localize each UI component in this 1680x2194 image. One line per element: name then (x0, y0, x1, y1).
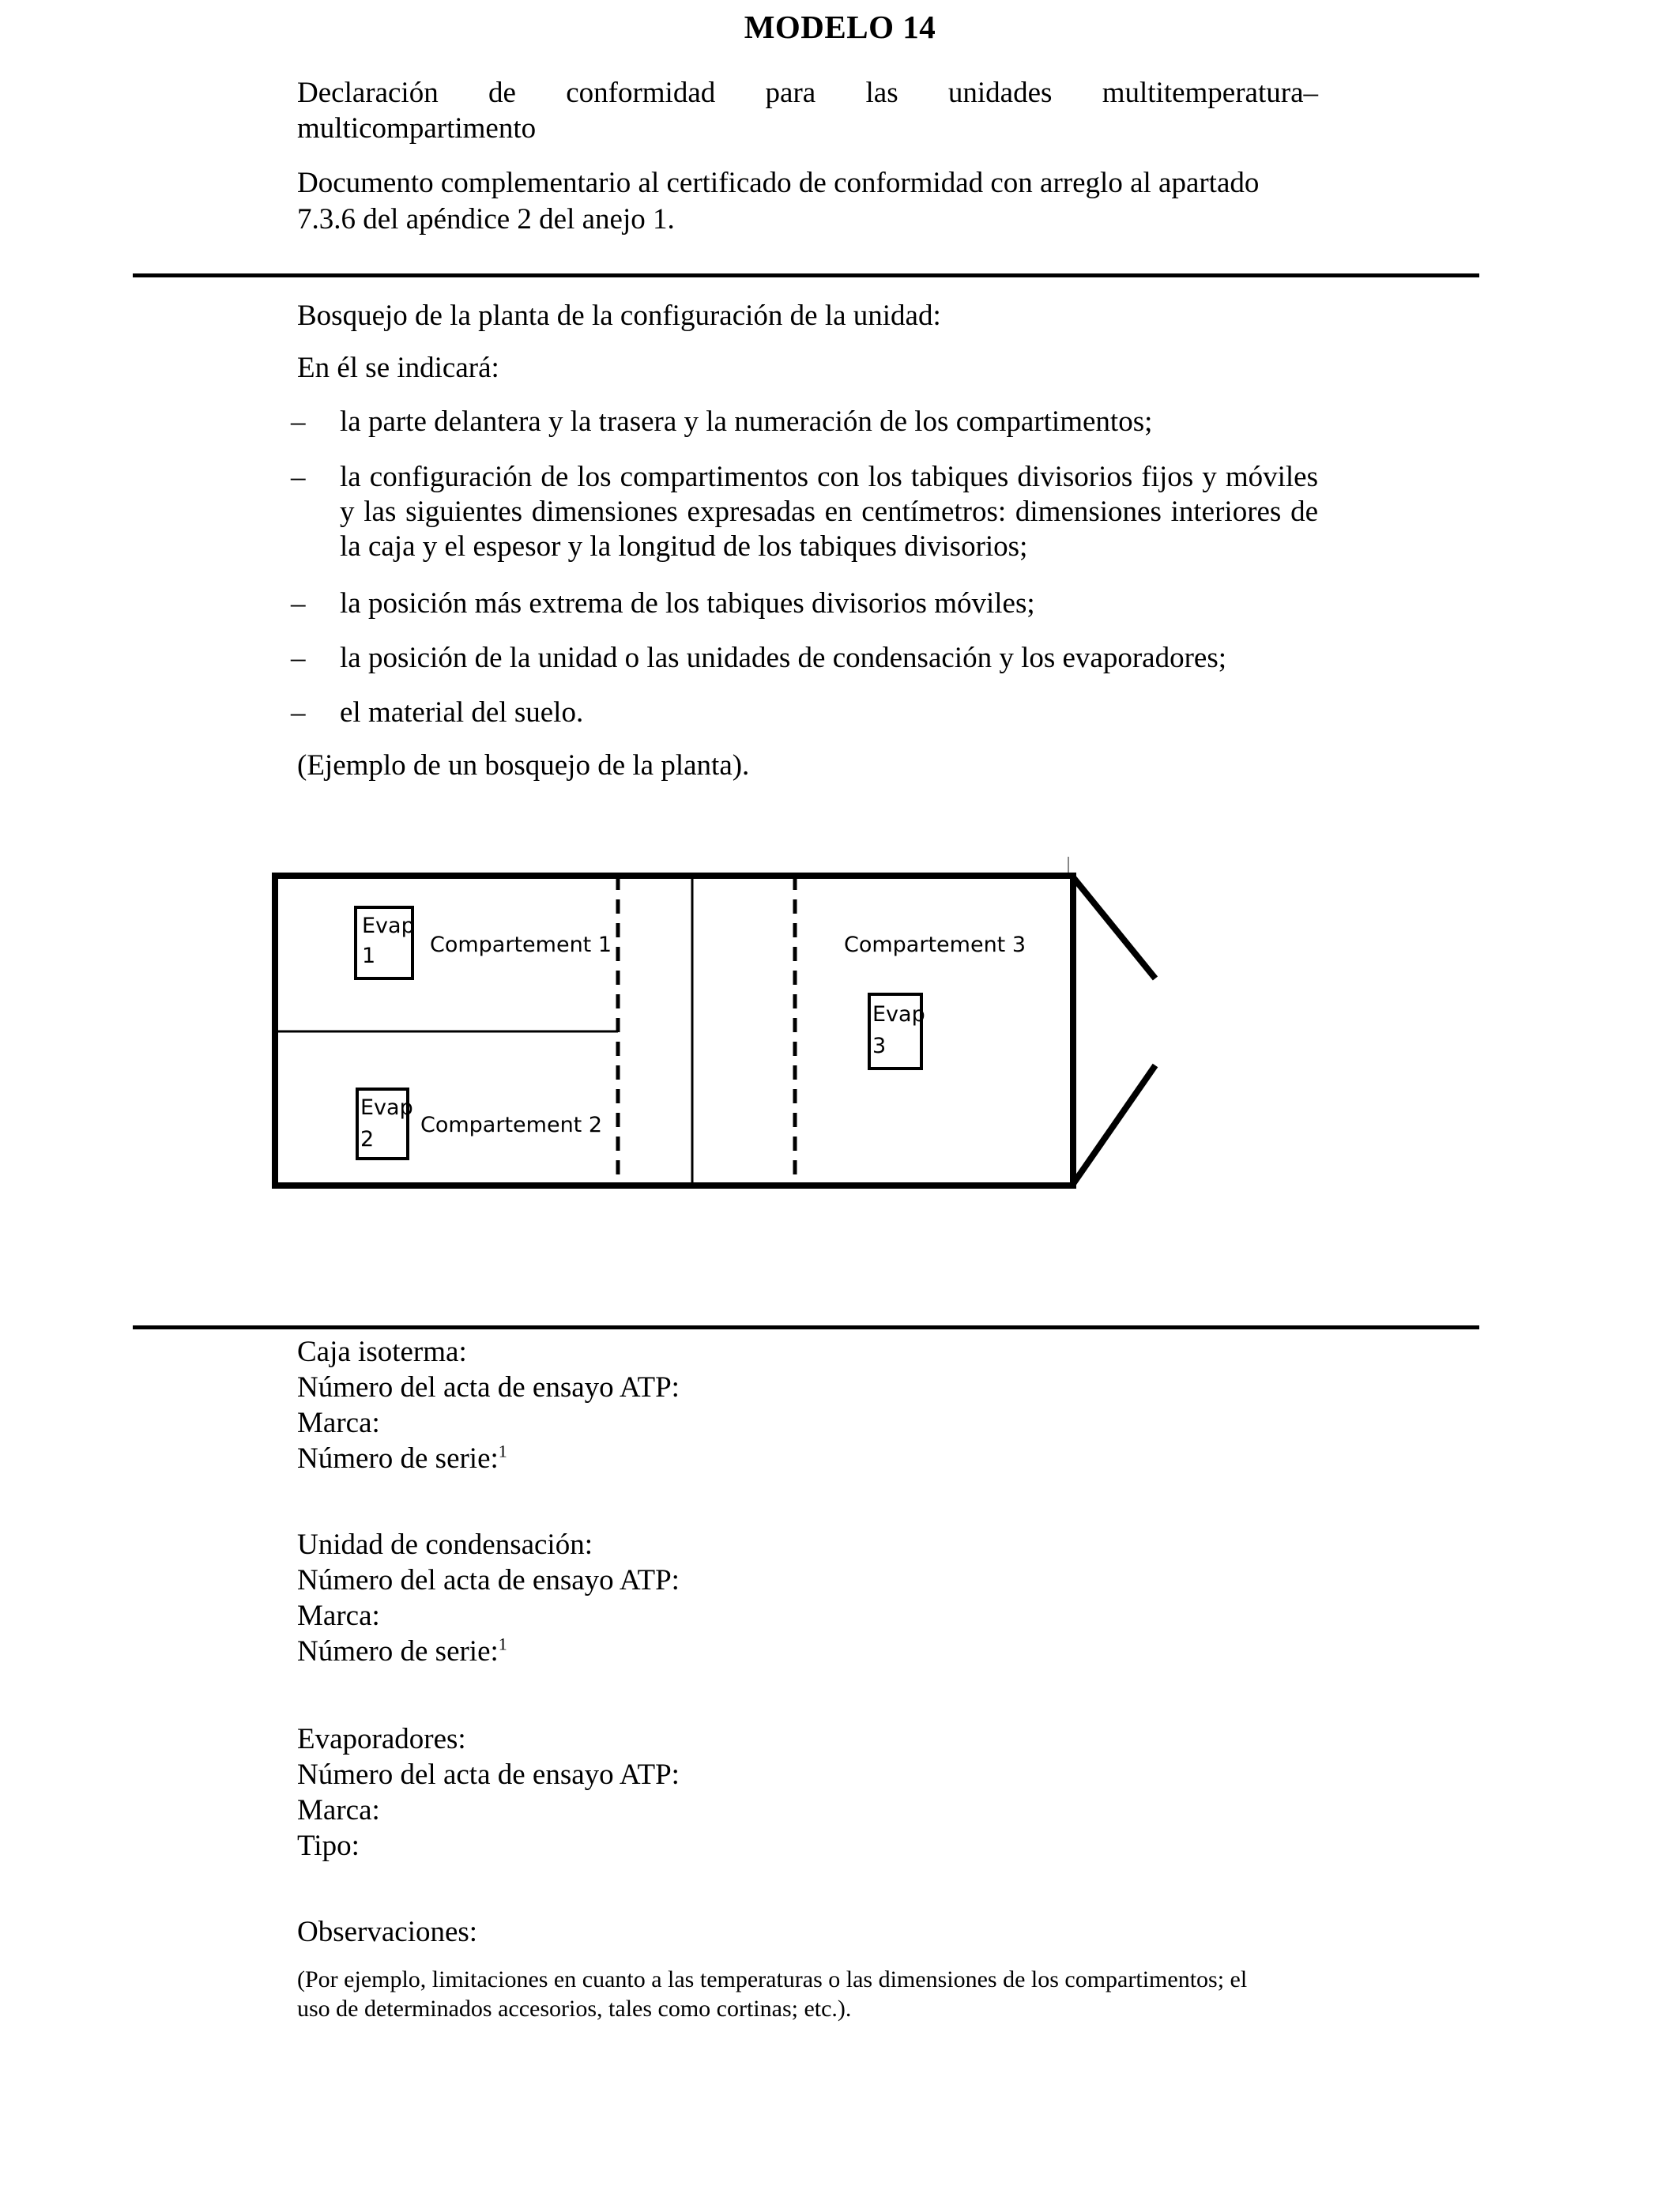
sketch-heading: Bosquejo de la planta de la configuración de la unidad: (297, 300, 941, 332)
section-divider-top (133, 273, 1479, 277)
condensacion-serie (297, 1634, 507, 1670)
footnote-ref: 1 (498, 1441, 507, 1461)
bullet-dash: – (291, 461, 306, 493)
condensacion-acta: Número del acta de ensayo ATP: (297, 1564, 680, 1596)
section-divider-bottom (133, 1325, 1479, 1329)
observaciones-note-line2: uso de determinados accesorios, tales como cortinas; etc.). (297, 1996, 852, 2022)
evaporadores-title: Evaporadores: (297, 1723, 466, 1755)
declaration-heading-line1: Declaración de conformidad para las unidades multitemperatura– (297, 77, 1318, 109)
front-line-upper (1073, 877, 1155, 978)
observaciones-note-line1: (Por ejemplo, limitaciones en cuanto a las temperaturas o las dimensiones de los compartimentos; el (297, 1966, 1248, 1992)
bullet-dash: – (291, 405, 306, 438)
caja-serie-label: Número de serie: (297, 1442, 499, 1475)
bullet-dash: – (291, 642, 306, 674)
sketch-item-5: el material del suelo. (340, 696, 584, 729)
sketch-lead: En él se indicará: (297, 352, 499, 384)
subtitle-line1: Documento complementario al certificado de conformidad con arreglo al apartado (297, 167, 1260, 199)
footnote-ref: 1 (498, 1634, 507, 1654)
subtitle-line2: 7.3.6 del apéndice 2 del anejo 1. (297, 203, 675, 236)
front-line-lower (1073, 1065, 1155, 1184)
caja-acta: Número del acta de ensayo ATP: (297, 1371, 680, 1404)
evap3-number: 3 (872, 1034, 887, 1058)
bullet-dash: – (291, 587, 306, 620)
evap1-number: 1 (362, 944, 376, 968)
sketch-item-4: la posición de la unidad o las unidades de condensación y los evaporadores; (340, 642, 1227, 674)
caja-title: Caja isoterma: (297, 1336, 467, 1368)
example-caption: (Ejemplo de un bosquejo de la planta). (297, 749, 750, 782)
caja-serie (297, 1441, 507, 1477)
condensacion-marca: Marca: (297, 1600, 380, 1632)
compartment-2-label: Compartement 2 (420, 1113, 603, 1137)
condensacion-serie-label: Número de serie: (297, 1635, 499, 1668)
floor-plan-sketch (261, 846, 1185, 1209)
declaration-heading-line2: multicompartimento (297, 112, 537, 145)
sketch-item-3: la posición más extrema de los tabiques divisorios móviles; (340, 587, 1035, 620)
observaciones-title: Observaciones: (297, 1916, 478, 1948)
condensacion-title: Unidad de condensación: (297, 1529, 593, 1561)
evaporadores-marca: Marca: (297, 1794, 380, 1826)
bullet-dash: – (291, 696, 306, 729)
sketch-item-1: la parte delantera y la trasera y la numeración de los compartimentos; (340, 405, 1153, 438)
evap2-number: 2 (360, 1127, 375, 1152)
compartment-1-label: Compartement 1 (430, 933, 612, 957)
compartment-3-label: Compartement 3 (844, 933, 1026, 957)
evap1-label: Evap (362, 914, 415, 938)
evaporadores-tipo: Tipo: (297, 1830, 360, 1862)
caja-marca: Marca: (297, 1407, 380, 1439)
evaporadores-acta: Número del acta de ensayo ATP: (297, 1759, 680, 1791)
sketch-item-2: la configuración de los compartimentos con los tabiques divisorios fijos y móviles y las siguientes dimensiones expresadas en centímetros: dimensiones interiores de la caja y el espesor y la longitud de los tabiques divisorios; (340, 461, 1318, 563)
evap3-label: Evap (872, 1002, 925, 1027)
evap2-label: Evap (360, 1095, 413, 1120)
page-title: MODELO 14 (744, 9, 936, 45)
